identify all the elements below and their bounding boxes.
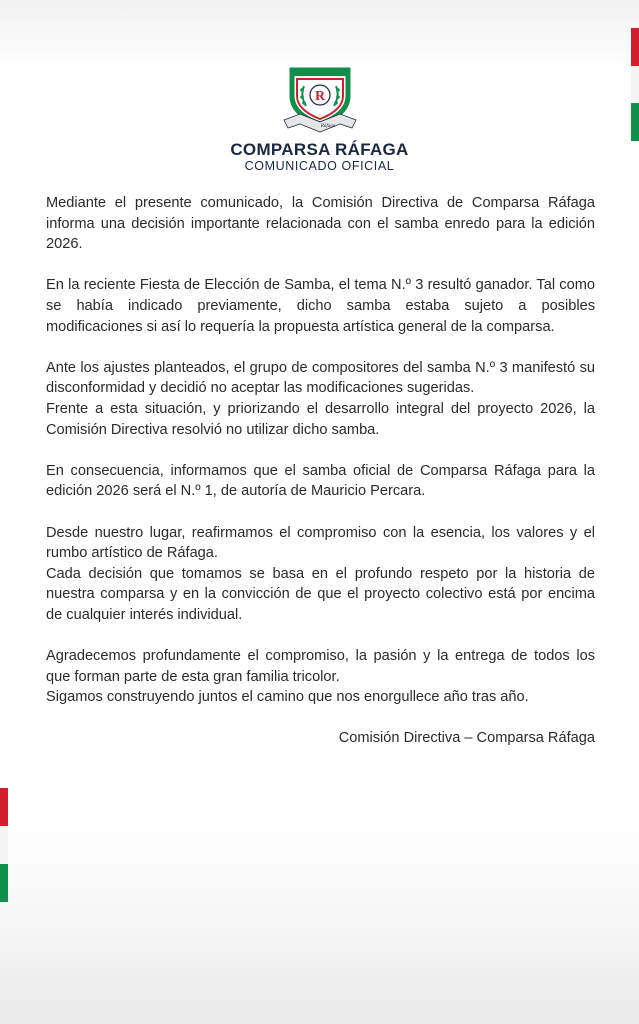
paragraph: Agradecemos profundamente el compromiso, la pasión y la entrega de todos los que forman parte de esta gran familia tricolor. (46, 648, 595, 685)
paragraph: Mediante el presente comunicado, la Comisión Directiva de Comparsa Ráfaga informa una decisión importante relacionada con el samba enredo para la edición 2026. (46, 195, 595, 253)
signature: Comisión Directiva – Comparsa Ráfaga (338, 730, 595, 747)
flag-band-white (0, 826, 8, 864)
paragraph: Frente a esta situación, y priorizando el desarrollo integral del proyecto 2026, la Comisión Directiva resolvió no utilizar dicho samba. (46, 400, 595, 438)
flag-stripe-left (0, 788, 8, 902)
logo-caption: Ráfaga (320, 124, 335, 129)
flag-band-red (631, 28, 639, 66)
comparsa-crest-logo (278, 62, 362, 136)
paragraph: En consecuencia, informamos que el samba oficial de Comparsa Ráfaga para la edición 2026 será el N.º 1, de autoría de Mauricio Percara. (46, 462, 595, 500)
paragraph: En la reciente Fiesta de Elección de Samba, el tema N.º 3 resultó ganador. Tal como se había indicado previamente, dicho samba estaba sujeto a posibles modificaciones si así lo requería la propuesta artística general de la comparsa. (46, 277, 595, 335)
paragraph: Desde nuestro lugar, reafirmamos el compromiso con la esencia, los valores y el rumbo artístico de Ráfaga. (46, 524, 595, 562)
paragraph: Sigamos construyendo juntos el camino que nos enorgullece año tras año. (46, 689, 529, 706)
paragraph: Ante los ajustes planteados, el grupo de compositores del samba N.º 3 manifestó su disconformidad y decidió no aceptar las modificaciones sugeridas. (46, 359, 595, 397)
logo-letter: R (314, 89, 325, 104)
document-subtitle: COMUNICADO OFICIAL (244, 159, 395, 173)
paragraph: Cada decisión que tomamos se basa en el profundo respeto por la historia de nuestra comparsa y en la convicción de que el proyecto colectivo está por encima de cualquier interés individual. (46, 565, 595, 623)
brand-title: COMPARSA RÁFAGA (230, 140, 409, 159)
header (0, 62, 639, 173)
flag-band-red (0, 788, 8, 826)
flag-band-green (0, 864, 8, 902)
announcement-body (46, 193, 595, 749)
